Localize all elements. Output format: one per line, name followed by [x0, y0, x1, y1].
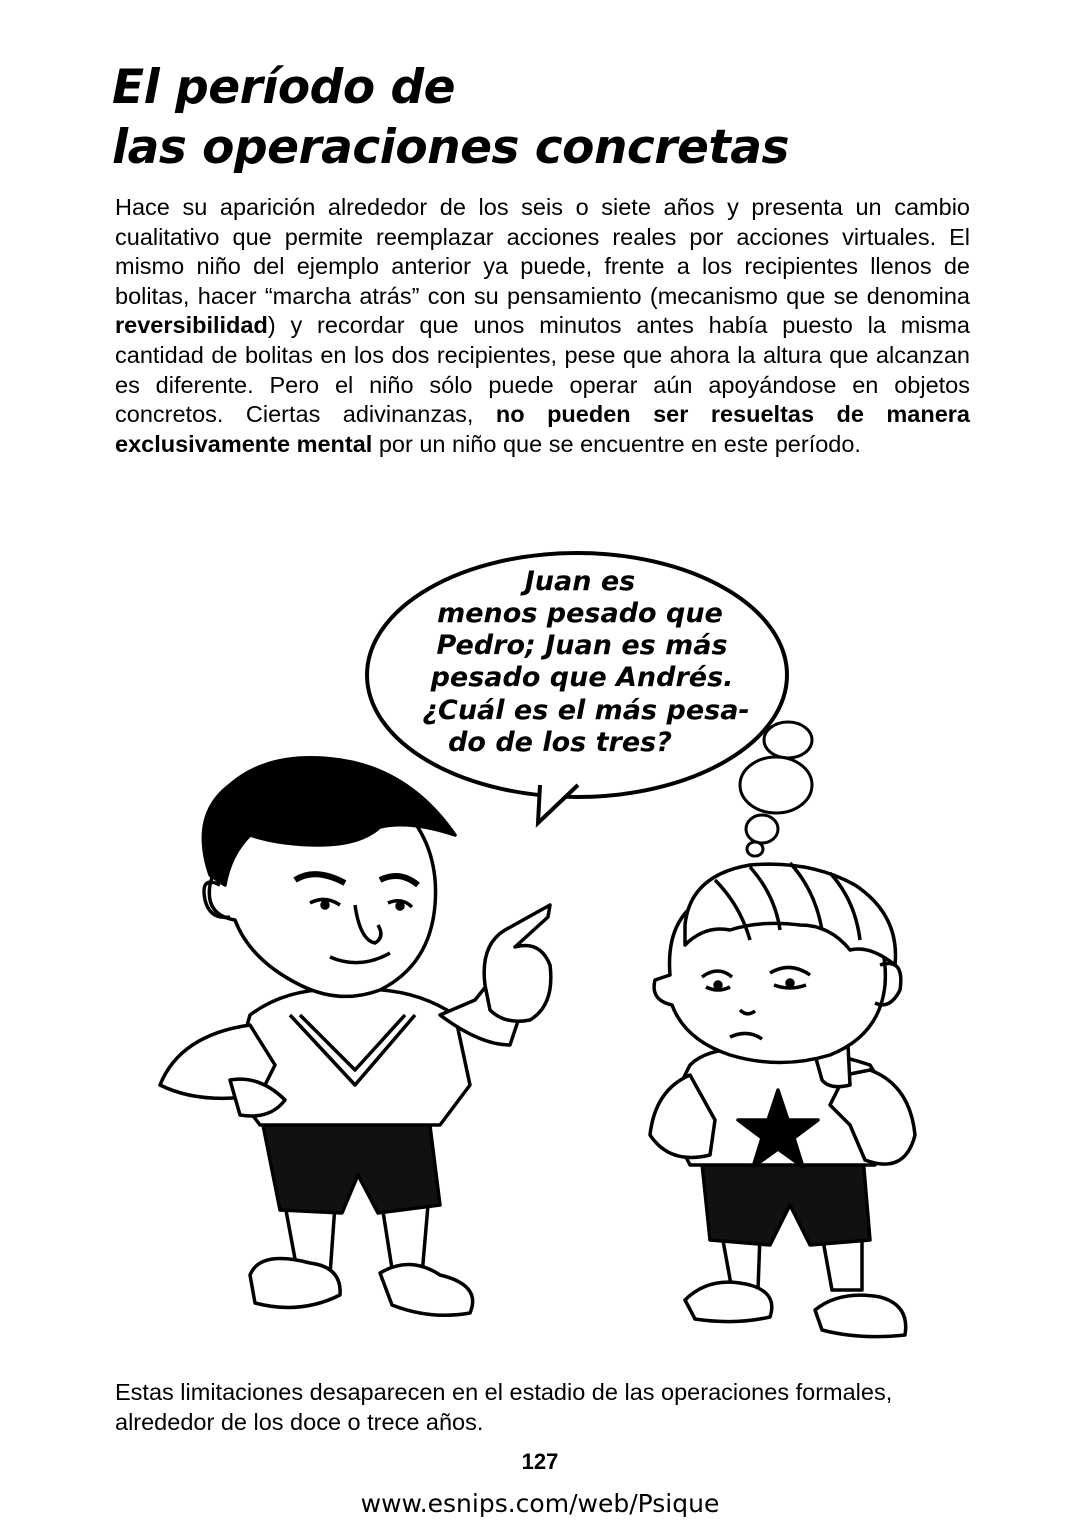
body-text-part-2: ) y recordar que unos minutos antes había puesto la misma cantidad de bolitas en los dos recipientes, pese que ahora la altura que alcanzan es diferente. Pero el niño sólo puede operar aún apoyándose en objetos concretos. Ciertas adivinanzas, — [115, 312, 970, 428]
body-paragraph — [115, 193, 970, 459]
page-title — [112, 58, 789, 178]
bubble-line-6: do de los tres? — [448, 727, 672, 758]
bubble-line-4: pesado que Andrés. — [430, 662, 734, 693]
bubble-line-5: ¿Cuál es el más pesa- — [422, 695, 750, 726]
older-boy — [160, 758, 551, 1315]
page-title-line-2: las operaciones concretas — [112, 120, 789, 175]
bubble-line-2: menos pesado que — [437, 598, 723, 629]
bubble-line-3: Pedro; Juan es más — [436, 630, 728, 661]
source-url: www.esnips.com/web/Psique — [360, 1489, 720, 1518]
bubble-line-1: Juan es — [524, 566, 636, 597]
younger-boy — [650, 863, 915, 1337]
cartoon-illustration — [110, 545, 990, 1375]
page-number: 127 — [521, 1449, 559, 1474]
closing-paragraph: Estas limitaciones desaparecen en el estadio de las operaciones formales, alrededor de los doce o trece años. — [115, 1379, 893, 1435]
body-bold-reversibilidad: reversibilidad — [115, 312, 268, 339]
body-text-part-3: por un niño que se encuentre en este período. — [372, 430, 861, 457]
page-title-line-1: El período de — [112, 60, 455, 115]
body-text-part-1: Hace su aparición alrededor de los seis o siete años y presenta un cambio cualitativo que permite reemplazar acciones reales por acciones virtuales. El mismo niño del ejemplo anterior ya puede, frente a los recipientes llenos de bolitas, hacer “marcha atrás” con su pensamiento (mecanismo que se denomina — [115, 194, 970, 309]
body-bold-mental: no pueden ser resueltas de manera exclusivamente mental — [115, 401, 970, 457]
